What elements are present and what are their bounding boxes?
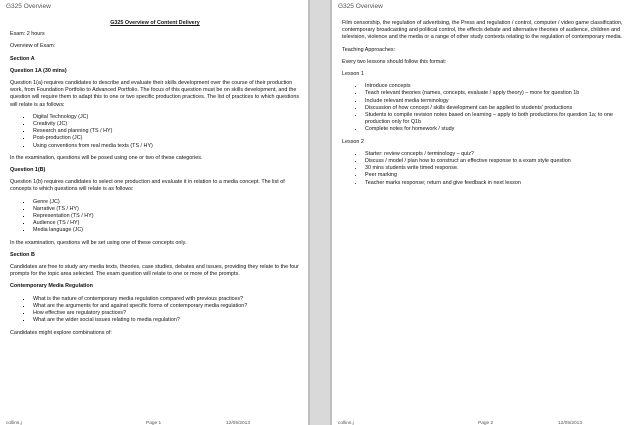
page-2 (330, 0, 640, 425)
footer-page: Page 1 (146, 421, 162, 425)
q1a-heading: Question 1A (30 mins) (10, 67, 67, 74)
cmr-questions-list (10, 296, 300, 325)
footer-author: collins.j (338, 421, 354, 425)
q1b-text: Question 1(b) requires candidates to select one production and evaluate it in relation to a media concept. The list of concepts to which questions will relate is as follows: (10, 179, 285, 193)
list-item: • Introduce concepts (364, 83, 632, 90)
list-item: • Peer marking (364, 172, 632, 179)
lesson-1-list (342, 83, 632, 133)
q1a-text: Question 1(a) requires candidates to describe and evaluate their skills development over the course of their production work, from Foundation Portfolio to Advanced Portfolio. The focus of this question must be on skills development, and the question will require them to adapt this to one or two specific production practices. The list of practices to which questions will relate is as follows: (10, 80, 300, 108)
combinations-text: Candidates might explore combinations of: (10, 329, 112, 336)
list-item: • Discuss / model / plan how to construct an effective response to a exam style question (364, 158, 632, 165)
list-item: • Include relevant media terminology (364, 98, 632, 105)
q1b-heading: Question 1(B) (10, 167, 46, 174)
list-item: ▪ Genre (JC) (32, 199, 300, 206)
practices-list (10, 114, 300, 150)
section-b-heading: Section B (10, 251, 35, 258)
page-header: G325 Overview (6, 3, 51, 10)
list-item: ▪ Post-production (JC) (32, 135, 300, 142)
list-item: ▪ Digital Technology (JC) (32, 114, 300, 121)
cmr-heading: Contemporary Media Regulation (10, 283, 93, 290)
format-text: Every two lessons should follow this format: (342, 58, 447, 65)
footer-page: Page 2 (478, 421, 494, 425)
practices-note: In the examination, questions will be posed using one or two of these categories. (10, 154, 203, 161)
list-item: • Complete notes for homework / study (364, 126, 632, 133)
list-item: • 30 mins students write timed response. (364, 165, 632, 172)
list-item: ▪ What is the nature of contemporary media regulation compared with previous practices? (32, 296, 300, 303)
list-item: • Discussion of how concept / skills development can be applied to students' productions (364, 105, 632, 112)
page-body (342, 20, 632, 192)
teaching-approaches-label: Teaching Approaches: (342, 46, 396, 53)
list-item: ▪ Audience (TS / HY) (32, 220, 300, 227)
lesson-2-list (342, 151, 632, 187)
list-item: • Teach relevant theories (names, concepts, evaluate / apply theory) – more for question 1b (364, 90, 632, 97)
list-item: ▪ Narrative (TS / HY) (32, 206, 300, 213)
list-item: • Starter: review concepts / terminology – quiz? (364, 151, 632, 158)
list-item: • Teacher marks response; return and give feedback in next lesson (364, 180, 632, 187)
overview-label: Overview of Exam: (10, 43, 56, 50)
lesson-1-heading: Lesson 1 (342, 71, 364, 78)
page-header: G325 Overview (338, 3, 383, 10)
list-item: ▪ Media language (JC) (32, 227, 300, 234)
section-a-heading: Section A (10, 55, 35, 62)
document-title: G325 Overview of Content Delivery (110, 20, 200, 26)
list-item: ▪ How effective are regulatory practices? (32, 310, 300, 317)
exam-duration: Exam: 2 hours (10, 31, 45, 38)
list-item: ▪ What are the wider social issues relating to media regulation? (32, 317, 300, 324)
list-item: ▪ Using conventions from real media texts (TS / HY) (32, 143, 300, 150)
footer-date: 12/05/2013 (558, 421, 583, 425)
list-item: ▪ What are the arguments for and against specific forms of contemporary media regulation? (32, 303, 300, 310)
page-1 (0, 0, 310, 425)
list-item: ▪ Research and planning (TS / HY) (32, 128, 300, 135)
lesson-2-heading: Lesson 2 (342, 138, 364, 145)
footer-author: collins.j (6, 421, 22, 425)
list-item: ▪ Representation (TS / HY) (32, 213, 300, 220)
concepts-note: In the examination, questions will be set using one of these concepts only. (10, 239, 187, 246)
list-item: • Students to compile revision notes based on learning – apply to both productions for question 1a; to one production only for Q1b (364, 112, 632, 126)
concepts-list (10, 199, 300, 235)
list-item: ▪ Creativity (JC) (32, 121, 300, 128)
footer-date: 12/05/2013 (226, 421, 251, 425)
intro-text: Film censorship, the regulation of advertising, the Press and regulation / control, computer / video game classification, contemporary broadcasting and political control, the effects debate and alternative theories of audience, children and television, violence and the media or a range of other study contexts relating to the regulation of contemporary media. (342, 20, 623, 41)
section-b-text: Candidates are free to study any media texts, theories, case studies, debates and issues, providing they relate to the four prompts for the topic area selected. The exam question will relate to one or more of the prompts. (10, 264, 299, 278)
page-body (10, 20, 300, 342)
